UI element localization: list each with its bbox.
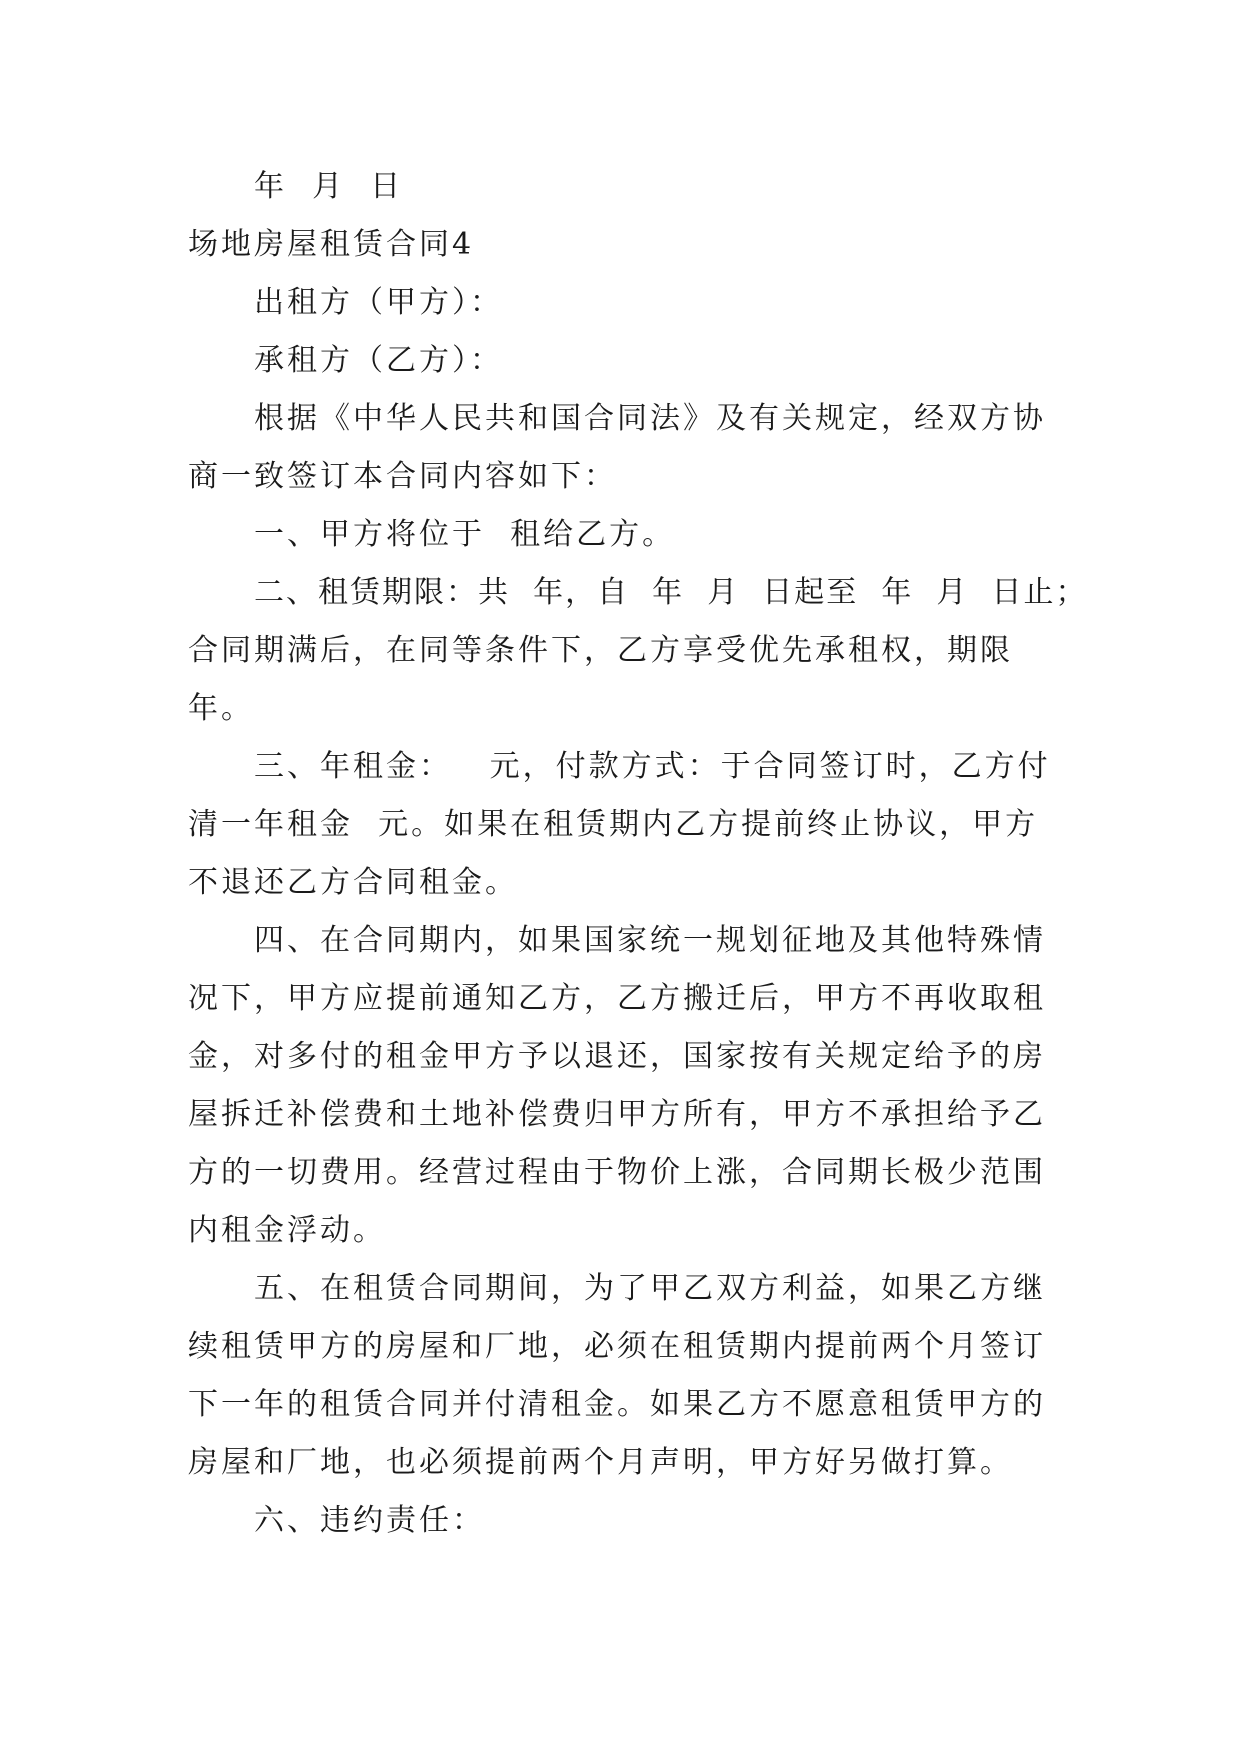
lessee-line: 承租方（乙方）： <box>254 343 503 378</box>
contract-title: 场地房屋租赁合同4 <box>188 227 475 262</box>
clause-5-line-4: 房屋和厂地，也必须提前两个月声明，甲方好另做打算。 <box>188 1445 1013 1480</box>
clause-4-line-3: 金，对多付的租金甲方予以退还，国家按有关规定给予的房 <box>188 1039 1046 1074</box>
clause-3-line-1: 三、年租金： 元，付款方式：于合同签订时，乙方付 <box>254 749 1051 784</box>
clause-5-line-3: 下一年的租赁合同并付清租金。如果乙方不愿意租赁甲方的 <box>188 1387 1046 1422</box>
document-body <box>188 158 1088 1550</box>
clause-5-line-1: 五、在租赁合同期间，为了甲乙双方利益，如果乙方继 <box>254 1271 1046 1306</box>
clause-4-line-6: 内租金浮动。 <box>188 1213 386 1248</box>
clause-2-line-3: 年。 <box>188 691 254 726</box>
lessor-line: 出租方（甲方）： <box>254 285 503 320</box>
clause-4-line-2: 况下，甲方应提前通知乙方，乙方搬迁后，甲方不再收取租 <box>188 981 1046 1016</box>
preamble-line-2: 商一致签订本合同内容如下： <box>188 459 617 494</box>
clause-2-line-1: 二、租赁期限：共 年，自 年 月 日起至 年 月 日止； <box>254 575 1088 610</box>
date-line: 年 月 日 <box>254 169 404 204</box>
preamble-line-1: 根据《中华人民共和国合同法》及有关规定，经双方协 <box>254 401 1046 436</box>
clause-4-line-1: 四、在合同期内，如果国家统一规划征地及其他特殊情 <box>254 923 1046 958</box>
clause-5-line-2: 续租赁甲方的房屋和厂地，必须在租赁期内提前两个月签订 <box>188 1329 1046 1364</box>
clause-1: 一、甲方将位于 租给乙方。 <box>254 517 676 552</box>
clause-6-heading: 六、违约责任： <box>254 1503 485 1538</box>
clause-3-line-3: 不退还乙方合同租金。 <box>188 865 518 900</box>
clause-3-line-2: 清一年租金 元。如果在租赁期内乙方提前终止协议，甲方 <box>188 807 1039 842</box>
clause-4-line-5: 方的一切费用。经营过程由于物价上涨，合同期长极少范围 <box>188 1155 1046 1190</box>
clause-4-line-4: 屋拆迁补偿费和土地补偿费归甲方所有，甲方不承担给予乙 <box>188 1097 1046 1132</box>
clause-2-line-2: 合同期满后，在同等条件下，乙方享受优先承租权，期限 <box>188 633 1013 668</box>
